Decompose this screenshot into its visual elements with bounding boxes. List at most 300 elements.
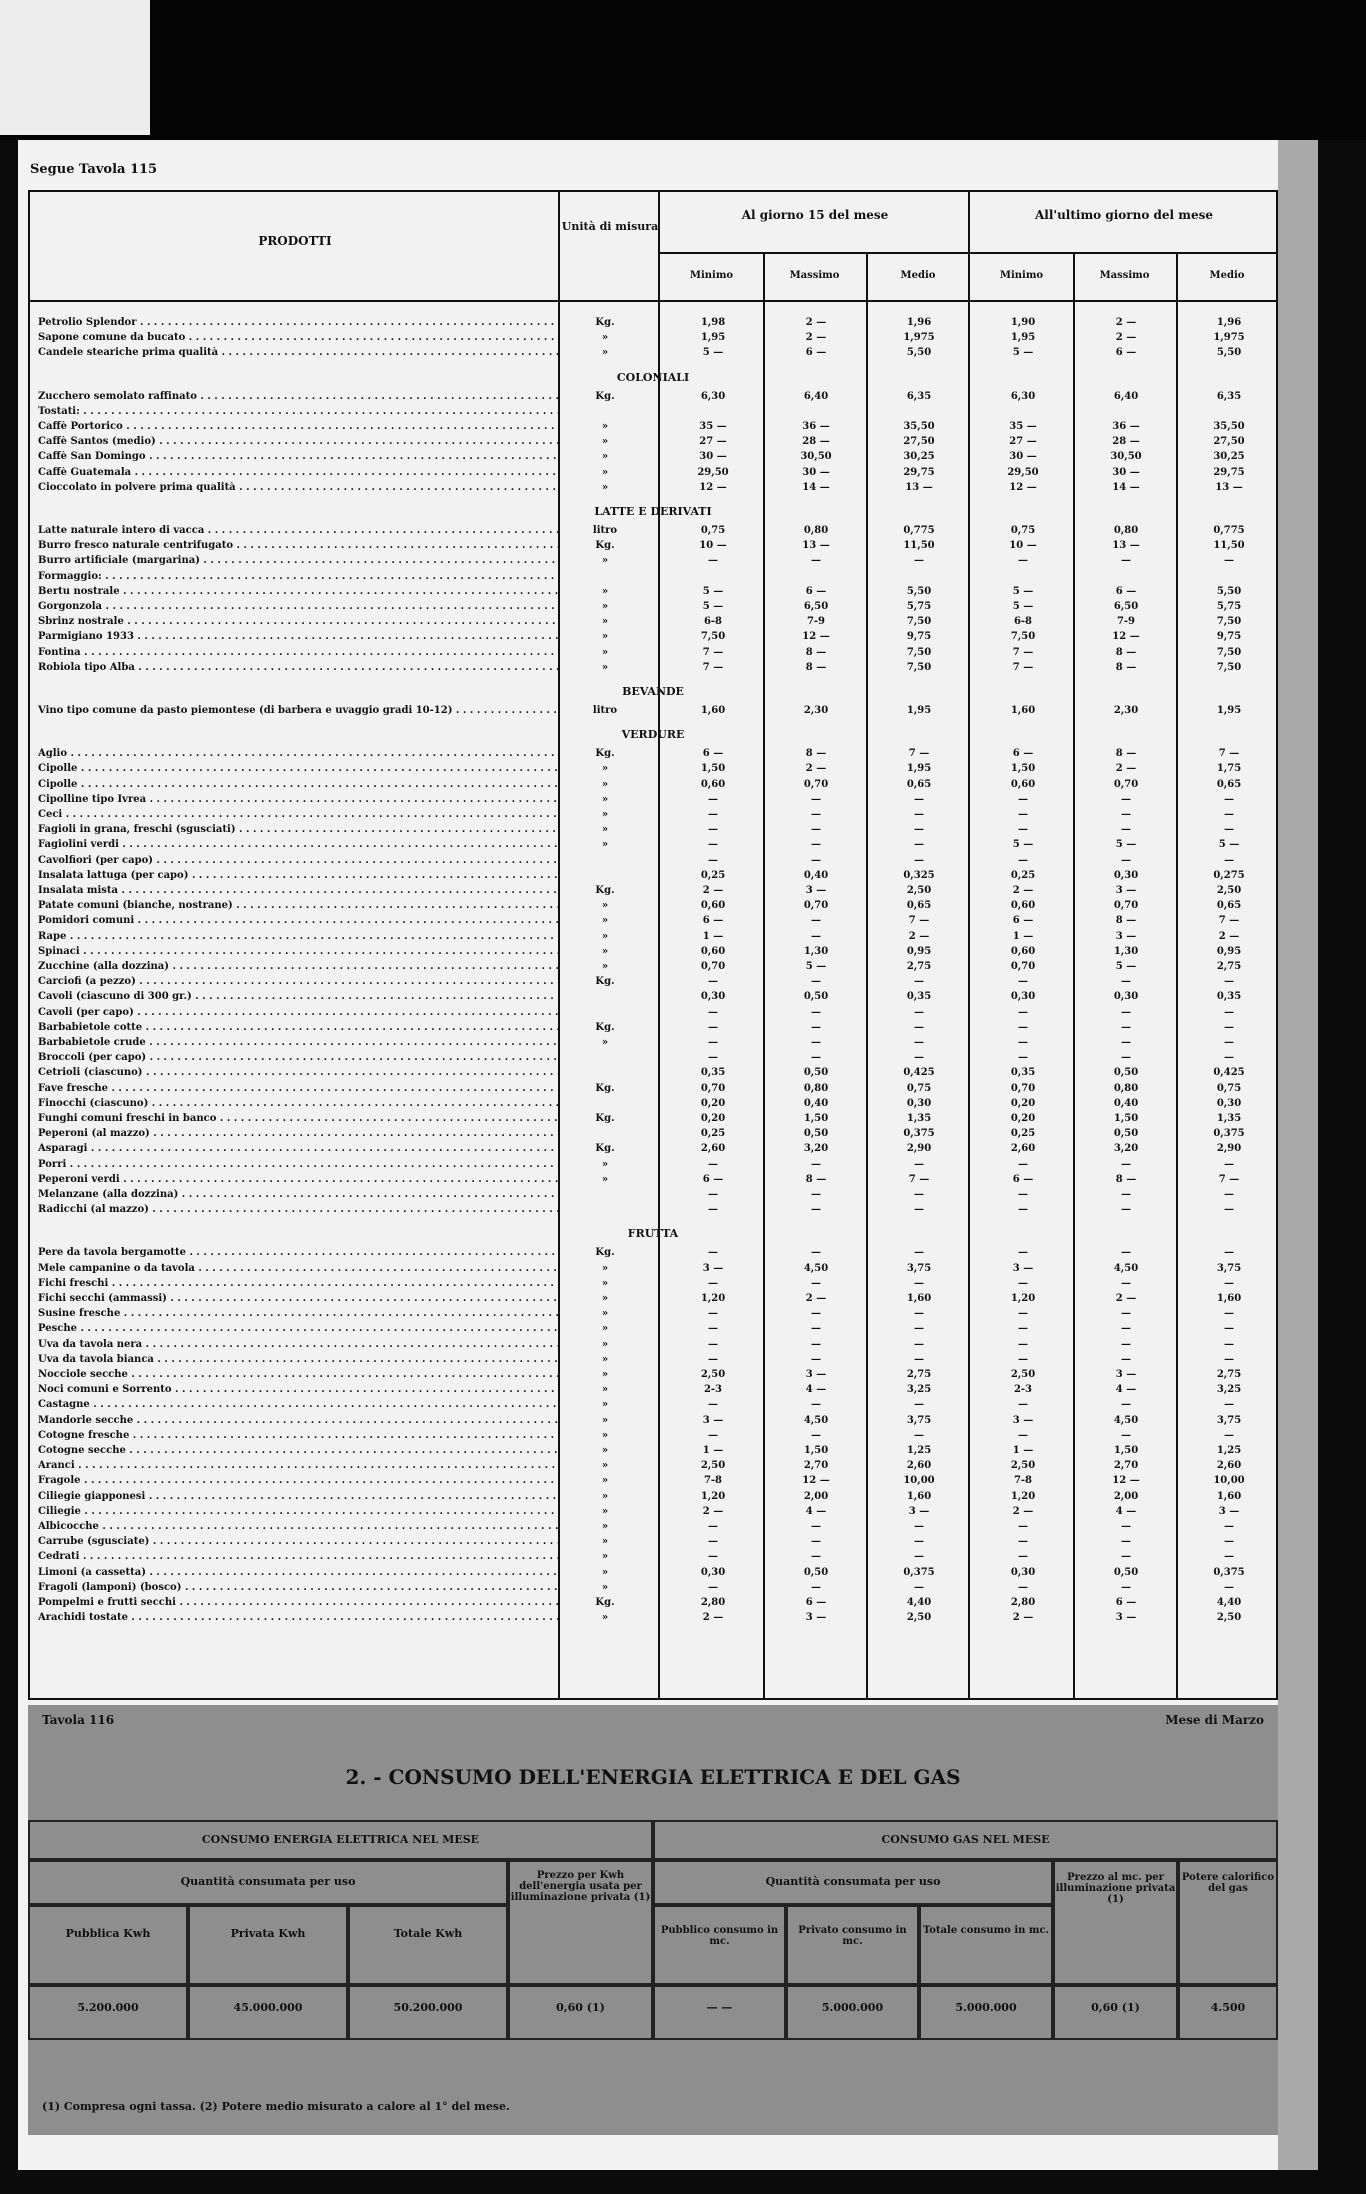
- value-cell: —: [1224, 1536, 1234, 1548]
- value-cell: 0,50: [1113, 1566, 1139, 1578]
- value-cell: —: [1018, 1353, 1028, 1365]
- product-label: Spinaci . . .: [38, 946, 558, 957]
- value-cell: —: [708, 1353, 718, 1365]
- value-cell: —: [708, 1536, 718, 1548]
- value-cell: —: [1121, 1536, 1131, 1548]
- value-cell: —: [1224, 1052, 1234, 1064]
- value-cell: —: [708, 793, 718, 805]
- value-cell: 1 —: [702, 930, 724, 942]
- value-cell: —: [914, 1581, 924, 1593]
- product-label: Parmigiano 1933 . . .: [38, 631, 558, 642]
- product-label: Latte naturale intero di vacca . . .: [38, 525, 558, 536]
- product-label: Cotogne fresche . . .: [38, 1430, 558, 1441]
- value-cell: 2 —: [908, 930, 930, 942]
- value-cell: 2,00: [803, 1490, 829, 1502]
- value-cell: 4,40: [1216, 1597, 1242, 1608]
- value-cell: 0,50: [803, 1566, 829, 1578]
- value-cell: 4,40: [906, 1597, 932, 1608]
- value-cell: 3 —: [1115, 1612, 1137, 1624]
- table-row: [30, 555, 1276, 570]
- value-cell: —: [1224, 1323, 1234, 1335]
- product-label: Funghi comuni freschi in banco . . .: [38, 1113, 558, 1124]
- value-cell: 12 —: [1112, 631, 1140, 643]
- value-cell: 1,60: [700, 705, 726, 716]
- product-label: Asparagi . . .: [38, 1143, 558, 1154]
- product-label: Candele steariche prima qualità . . .: [38, 347, 558, 358]
- value-cell: 7-9: [1116, 616, 1136, 628]
- scan-border: [0, 0, 1366, 140]
- value-cell: —: [1018, 1277, 1028, 1289]
- value-cell: 7 —: [702, 646, 724, 658]
- value-cell: 3 —: [702, 1262, 724, 1274]
- value-cell: 30 —: [802, 466, 830, 478]
- product-label: Burro fresco naturale centrifugato . . .: [38, 540, 558, 551]
- value-cell: 1,25: [906, 1445, 932, 1456]
- table-row: [30, 332, 1276, 347]
- value-cell: 0,30: [1010, 991, 1036, 1003]
- value-cell: 6,40: [803, 390, 829, 402]
- value-cell: —: [1224, 1204, 1234, 1216]
- product-label: Pompelmi e frutti secchi . . .: [38, 1597, 558, 1608]
- value-cell: —: [1018, 1247, 1028, 1259]
- header-sub: Minimo: [689, 270, 734, 281]
- table-row: [30, 1022, 1276, 1037]
- product-label: Uva da tavola nera . . .: [38, 1339, 558, 1350]
- product-label: Caffè Santos (medio) . . .: [38, 436, 558, 447]
- value-cell: 28 —: [1112, 436, 1140, 448]
- value-cell: —: [1224, 1338, 1234, 1350]
- value-cell: 0,60: [1010, 778, 1036, 790]
- value-cell: 0,75: [700, 525, 726, 536]
- value-cell: 2,60: [1010, 1143, 1036, 1155]
- value-cell: 3 —: [1115, 885, 1137, 896]
- value-cell: 7,50: [906, 661, 932, 673]
- value-cell: —: [1018, 1323, 1028, 1335]
- unit-cell: »: [601, 1277, 609, 1289]
- value-cell: 2,80: [1010, 1597, 1036, 1608]
- value-cell: 1,975: [903, 332, 935, 344]
- product-label: Barbabietole cotte . . .: [38, 1022, 558, 1033]
- table-row: [30, 763, 1276, 778]
- value-cell: 1,90: [1010, 317, 1036, 328]
- value-cell: —: [1018, 1551, 1028, 1563]
- value-cell: 4.500: [1178, 1985, 1278, 2040]
- value-cell: 0,20: [1010, 1113, 1036, 1124]
- product-label: Peperoni verdi . . .: [38, 1174, 558, 1185]
- value-cell: 2 —: [1012, 885, 1034, 896]
- value-cell: 12 —: [802, 631, 830, 643]
- product-label: Cedrati . . .: [38, 1551, 558, 1562]
- value-cell: —: [1121, 1189, 1131, 1200]
- value-cell: 0,65: [1216, 778, 1242, 790]
- table-row: [30, 1384, 1276, 1399]
- unit-cell: »: [601, 646, 609, 658]
- table-row: [30, 421, 1276, 436]
- value-cell: 0,60 (1): [508, 1985, 653, 2040]
- value-cell: 0,60: [700, 778, 726, 790]
- table-row: [30, 855, 1276, 870]
- value-cell: —: [914, 824, 924, 836]
- section-title: 2. - CONSUMO DELL'ENERGIA ELETTRICA E DEL GAS: [345, 1765, 961, 1789]
- unit-cell: »: [601, 661, 609, 673]
- value-cell: 0,35: [1010, 1067, 1036, 1079]
- prices-table: [28, 190, 1278, 1700]
- value-cell: 1,95: [906, 763, 932, 775]
- value-cell: 27,50: [903, 436, 935, 448]
- value-cell: 6,50: [1113, 601, 1139, 612]
- value-cell: 3 —: [1115, 1369, 1137, 1380]
- unit-cell: »: [601, 1293, 609, 1304]
- value-cell: 3 —: [805, 1612, 827, 1624]
- value-cell: —: [914, 1338, 924, 1350]
- value-cell: 13 —: [1112, 540, 1140, 552]
- value-cell: 1,975: [1213, 332, 1245, 344]
- value-cell: 27 —: [1009, 436, 1037, 448]
- value-cell: 30,50: [800, 451, 832, 463]
- value-cell: 2,75: [1216, 1369, 1242, 1380]
- gas-price: Prezzo al mc. per illuminazione privata (1): [1053, 1860, 1178, 1985]
- value-cell: 12 —: [1112, 1475, 1140, 1487]
- product-label: Ciliegie giapponesi . . .: [38, 1491, 558, 1502]
- value-cell: 0,80: [803, 1082, 829, 1094]
- header-unita: Unità di misura: [561, 220, 659, 233]
- value-cell: 3 —: [805, 885, 827, 896]
- table-row: [30, 525, 1276, 540]
- value-cell: 3,75: [906, 1414, 932, 1426]
- value-cell: —: [708, 809, 718, 820]
- value-cell: 1,95: [1010, 332, 1036, 344]
- value-cell: 8 —: [805, 661, 827, 673]
- header-sub: Massimo: [1099, 270, 1150, 281]
- value-cell: —: [708, 1158, 718, 1170]
- value-cell: 7,50: [1010, 631, 1036, 643]
- value-cell: 5 —: [702, 585, 724, 597]
- value-cell: —: [811, 1189, 821, 1200]
- table-row: [30, 885, 1276, 900]
- table-row: [30, 961, 1276, 976]
- value-cell: —: [708, 1037, 718, 1048]
- value-cell: 0,95: [1216, 945, 1242, 957]
- value-cell: —: [811, 976, 821, 988]
- value-cell: 3,75: [1216, 1414, 1242, 1426]
- value-cell: —: [811, 1551, 821, 1563]
- product-label: Bertu nostrale . . .: [38, 586, 558, 597]
- value-cell: —: [811, 930, 821, 942]
- gas-head: CONSUMO GAS NEL MESE: [653, 1820, 1278, 1860]
- value-cell: —: [811, 1052, 821, 1064]
- product-label: Zucchine (alla dozzina) . . .: [38, 961, 558, 972]
- value-cell: 1,60: [1010, 705, 1036, 716]
- product-label: Mandorle secche . . .: [38, 1415, 558, 1426]
- value-cell: 8 —: [805, 1173, 827, 1185]
- table-row: [30, 1308, 1276, 1323]
- value-cell: —: [1018, 1581, 1028, 1593]
- value-cell: 2,50: [700, 1369, 726, 1380]
- unit-cell: »: [601, 1414, 609, 1426]
- product-label: Ciliegie . . .: [38, 1506, 558, 1517]
- table-row: [30, 406, 1276, 421]
- unit-cell: »: [601, 436, 609, 448]
- unit-cell: »: [601, 778, 609, 790]
- product-label: Cavolfiori (per capo) . . .: [38, 855, 558, 866]
- unit-cell: »: [601, 1369, 609, 1380]
- value-cell: —: [1121, 1158, 1131, 1170]
- value-cell: 7-8: [703, 1475, 723, 1487]
- value-cell: —: [1018, 1429, 1028, 1441]
- value-cell: 10 —: [1009, 540, 1037, 552]
- value-cell: 1,60: [906, 1490, 932, 1502]
- value-cell: 2 —: [805, 332, 827, 344]
- value-cell: 1,20: [1010, 1293, 1036, 1304]
- value-cell: —: [914, 839, 924, 851]
- value-cell: 2 —: [1012, 1612, 1034, 1624]
- unit-cell: »: [601, 839, 609, 851]
- value-cell: 29,50: [697, 466, 729, 478]
- product-label: Cetrioli (ciascuno) . . .: [38, 1067, 558, 1078]
- value-cell: —: [1121, 976, 1131, 988]
- table-row: [30, 616, 1276, 631]
- value-cell: 0,20: [700, 1097, 726, 1109]
- col-head: Privata Kwh: [188, 1905, 348, 1985]
- value-cell: 0,775: [903, 525, 935, 536]
- value-cell: 1,50: [1113, 1113, 1139, 1124]
- value-cell: 13 —: [802, 540, 830, 552]
- value-cell: —: [1121, 1551, 1131, 1563]
- value-cell: 2,90: [906, 1143, 932, 1155]
- value-cell: 0,60: [1010, 900, 1036, 912]
- value-cell: 3 —: [1115, 930, 1137, 942]
- value-cell: 5,50: [906, 347, 932, 359]
- value-cell: —: [1018, 824, 1028, 836]
- value-cell: 2 —: [1115, 332, 1137, 344]
- value-cell: 0,325: [903, 869, 935, 881]
- value-cell: —: [1018, 809, 1028, 820]
- value-cell: 2,90: [1216, 1143, 1242, 1155]
- value-cell: 2,75: [906, 1369, 932, 1380]
- value-cell: 29,50: [1007, 466, 1039, 478]
- value-cell: 2,70: [1113, 1460, 1139, 1472]
- unit-cell: Kg.: [595, 1113, 615, 1124]
- value-cell: —: [811, 1521, 821, 1532]
- value-cell: 1,96: [1216, 317, 1242, 328]
- value-cell: —: [1121, 1006, 1131, 1018]
- value-cell: 7 —: [1218, 748, 1240, 760]
- value-cell: 8 —: [805, 748, 827, 760]
- value-cell: 2-3: [703, 1384, 723, 1396]
- value-cell: 0,775: [1213, 525, 1245, 536]
- value-cell: 2 —: [702, 1505, 724, 1517]
- product-label: Fragoli (lamponi) (bosco) . . .: [38, 1582, 558, 1593]
- product-label: Patate comuni (bianche, nostrane) . . .: [38, 900, 558, 911]
- value-cell: 35,50: [903, 421, 935, 432]
- value-cell: —: [811, 1536, 821, 1548]
- table-row: [30, 976, 1276, 991]
- value-cell: 50.200.000: [348, 1985, 508, 2040]
- table-row: [30, 1007, 1276, 1022]
- value-cell: 35 —: [1009, 421, 1037, 432]
- value-cell: 8 —: [1115, 1173, 1137, 1185]
- value-cell: —: [1018, 1308, 1028, 1320]
- unit-cell: »: [601, 1338, 609, 1350]
- value-cell: —: [1121, 809, 1131, 820]
- table-row: [30, 1052, 1276, 1067]
- value-cell: —: [914, 1323, 924, 1335]
- product-label: Petrolio Splendor . . .: [38, 317, 558, 328]
- value-cell: 0,80: [1113, 1082, 1139, 1094]
- value-cell: 6 —: [1115, 1597, 1137, 1608]
- product-label: Zucchero semolato raffinato . . .: [38, 391, 558, 402]
- product-label: Barbabietole crude . . .: [38, 1037, 558, 1048]
- value-cell: 6 —: [1012, 915, 1034, 927]
- product-label: Finocchi (ciascuno) . . .: [38, 1098, 558, 1109]
- table-row: [30, 662, 1276, 677]
- value-cell: 0,375: [1213, 1566, 1245, 1578]
- value-cell: 6 —: [1012, 1173, 1034, 1185]
- value-cell: 1,50: [803, 1113, 829, 1124]
- product-label: Nocciole secche . . .: [38, 1369, 558, 1380]
- value-cell: 1,60: [906, 1293, 932, 1304]
- value-cell: 5 —: [1012, 585, 1034, 597]
- table-row: [30, 1143, 1276, 1158]
- product-label: Pomidori comuni . . .: [38, 915, 558, 926]
- table-row: [30, 631, 1276, 646]
- unit-cell: »: [601, 961, 609, 972]
- value-cell: 2-3: [1013, 1384, 1033, 1396]
- value-cell: —: [1224, 1247, 1234, 1259]
- value-cell: 27,50: [1213, 436, 1245, 448]
- product-label: Arachidi tostate . . .: [38, 1612, 558, 1623]
- value-cell: 6 —: [702, 1173, 724, 1185]
- unit-cell: »: [601, 1399, 609, 1411]
- value-cell: 1 —: [1012, 1445, 1034, 1456]
- value-cell: 13 —: [1215, 481, 1243, 493]
- value-cell: —: [914, 1006, 924, 1018]
- electric-head: CONSUMO ENERGIA ELETTRICA NEL MESE: [28, 1820, 653, 1860]
- value-cell: 2,50: [1010, 1460, 1036, 1472]
- unit-cell: »: [601, 451, 609, 463]
- unit-cell: Kg.: [595, 540, 615, 552]
- value-cell: 7,50: [1216, 646, 1242, 658]
- value-cell: 2,60: [1216, 1460, 1242, 1472]
- section-heading-row: [30, 505, 1276, 520]
- value-cell: 0,50: [803, 1067, 829, 1079]
- value-cell: —: [811, 1308, 821, 1320]
- value-cell: 2,00: [1113, 1490, 1139, 1502]
- value-cell: —: [1018, 1052, 1028, 1064]
- value-cell: 1,35: [906, 1113, 932, 1124]
- unit-cell: Kg.: [595, 1597, 615, 1608]
- value-cell: —: [811, 839, 821, 851]
- value-cell: 1 —: [702, 1445, 724, 1456]
- value-cell: —: [1121, 1277, 1131, 1289]
- value-cell: —: [1121, 793, 1131, 805]
- unit-cell: »: [601, 900, 609, 912]
- table-row: [30, 748, 1276, 763]
- unit-cell: »: [601, 1475, 609, 1487]
- section-heading-row: [30, 371, 1276, 386]
- section-heading: FRUTTA: [627, 1227, 679, 1241]
- value-cell: 4 —: [1115, 1384, 1137, 1396]
- value-cell: —: [1121, 1429, 1131, 1441]
- value-cell: 7 —: [1012, 646, 1034, 658]
- col-head: Pubblico consumo in mc.: [653, 1905, 786, 1985]
- table-row: [30, 1582, 1276, 1597]
- value-cell: —: [1224, 1581, 1234, 1593]
- product-label: Susine fresche . . .: [38, 1308, 558, 1319]
- value-cell: —: [1224, 854, 1234, 866]
- value-cell: —: [1224, 1353, 1234, 1365]
- value-cell: 0,65: [906, 778, 932, 790]
- value-cell: 0,40: [1113, 1097, 1139, 1109]
- value-cell: —: [811, 793, 821, 805]
- value-cell: —: [811, 809, 821, 820]
- value-cell: 2 —: [1012, 1505, 1034, 1517]
- value-cell: —: [1018, 1536, 1028, 1548]
- value-cell: —: [708, 1399, 718, 1411]
- unit-cell: »: [601, 1566, 609, 1578]
- value-cell: 2 —: [1115, 763, 1137, 775]
- table-row: [30, 1293, 1276, 1308]
- value-cell: 5,50: [906, 585, 932, 597]
- value-cell: 2,75: [906, 961, 932, 972]
- table-row: [30, 1128, 1276, 1143]
- value-cell: —: [708, 1277, 718, 1289]
- value-cell: 0,30: [700, 991, 726, 1003]
- value-cell: 0,65: [906, 900, 932, 912]
- value-cell: —: [1224, 1158, 1234, 1170]
- table-row: [30, 870, 1276, 885]
- product-label: Albicocche . . .: [38, 1521, 558, 1532]
- table-row: [30, 347, 1276, 362]
- value-cell: 30 —: [1112, 466, 1140, 478]
- value-cell: 45.000.000: [188, 1985, 348, 2040]
- header-prodotti: PRODOTTI: [258, 234, 332, 248]
- value-cell: 2 —: [1218, 930, 1240, 942]
- document-page: [18, 140, 1318, 2170]
- value-cell: 35 —: [699, 421, 727, 432]
- value-cell: 3 —: [702, 1414, 724, 1426]
- product-label: Noci comuni e Sorrento . . .: [38, 1384, 558, 1395]
- value-cell: 36 —: [1112, 421, 1140, 432]
- value-cell: —: [1018, 854, 1028, 866]
- value-cell: 1,60: [1216, 1293, 1242, 1304]
- value-cell: 2,50: [700, 1460, 726, 1472]
- value-cell: 5 —: [702, 347, 724, 359]
- table-row: [30, 1612, 1276, 1627]
- section-heading-row: [30, 1227, 1276, 1242]
- table-row: [30, 1430, 1276, 1445]
- product-label: Rape . . .: [38, 931, 558, 942]
- product-label: Burro artificiale (margarina) . . .: [38, 555, 558, 566]
- product-label: Melanzane (alla dozzina) . . .: [38, 1189, 558, 1200]
- section-heading-row: [30, 685, 1276, 700]
- value-cell: —: [1121, 1323, 1131, 1335]
- value-cell: 1,95: [700, 332, 726, 344]
- value-cell: 1,98: [700, 317, 726, 328]
- value-cell: 6 —: [702, 915, 724, 927]
- value-cell: —: [708, 1429, 718, 1441]
- value-cell: 0,70: [803, 900, 829, 912]
- value-cell: 5,75: [906, 601, 932, 612]
- value-cell: 12 —: [1009, 481, 1037, 493]
- table-row: [30, 991, 1276, 1006]
- value-cell: 0,70: [700, 1082, 726, 1094]
- value-cell: 0,375: [1213, 1128, 1245, 1140]
- unit-cell: »: [601, 809, 609, 820]
- value-cell: —: [1018, 1037, 1028, 1048]
- value-cell: 5,75: [1216, 601, 1242, 612]
- table-row: [30, 601, 1276, 616]
